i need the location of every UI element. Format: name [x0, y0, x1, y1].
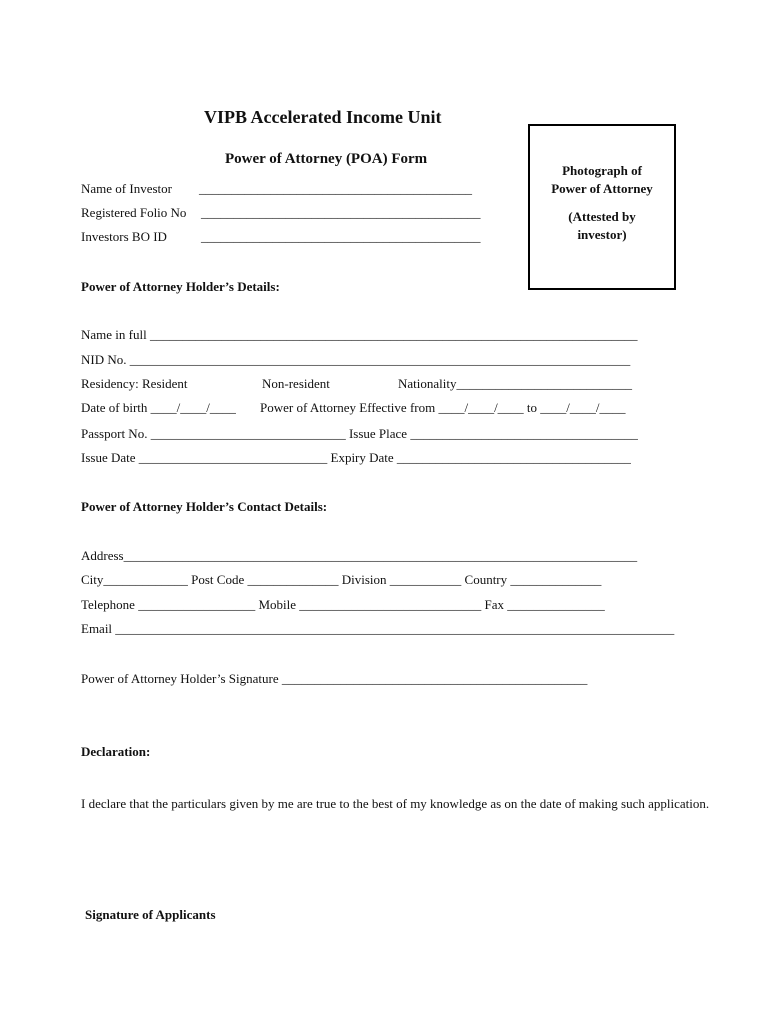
photo-attest-line2: investor): [577, 227, 627, 242]
city-row[interactable]: City_____________ Post Code ______________ Division ___________ Country ______________: [81, 572, 602, 587]
poa-effective-field[interactable]: Power of Attorney Effective from ____/____/____ to ____/____/____: [260, 400, 626, 415]
contact-details-heading: Power of Attorney Holder’s Contact Details:: [81, 499, 328, 514]
photo-label-line2: Power of Attorney: [551, 181, 653, 196]
form-subtitle: Power of Attorney (POA) Form: [225, 151, 428, 167]
passport-field[interactable]: Passport No. ______________________________ Issue Place ___________________________________: [81, 426, 638, 441]
form-title: VIPB Accelerated Income Unit: [204, 107, 442, 127]
nid-field[interactable]: NID No. _____________________________________________________________________________: [81, 352, 631, 367]
nationality-field[interactable]: Nationality___________________________: [398, 376, 632, 391]
declaration-heading: Declaration:: [81, 744, 151, 759]
bo-id-field[interactable]: ___________________________________________: [201, 229, 481, 244]
folio-label: Registered Folio No: [81, 205, 187, 220]
signature-of-applicants-label: Signature of Applicants: [85, 907, 216, 922]
issue-date-field[interactable]: Issue Date _____________________________ Expiry Date ____________________________________: [81, 450, 631, 465]
photograph-box: [528, 124, 676, 290]
photo-attest-line1: (Attested by: [568, 209, 636, 224]
telephone-row[interactable]: Telephone __________________ Mobile ____________________________ Fax _______________: [81, 597, 605, 612]
name-of-investor-field[interactable]: __________________________________________: [199, 181, 472, 196]
name-in-full-field[interactable]: Name in full ___________________________________________________________________________: [81, 327, 638, 342]
date-of-birth-field[interactable]: Date of birth ____/____/____: [81, 400, 236, 415]
declaration-text: I declare that the particulars given by me are true to the best of my knowledge as on the date of making such application.: [81, 796, 710, 811]
folio-field[interactable]: ___________________________________________: [201, 205, 481, 220]
bo-id-label: Investors BO ID: [81, 229, 167, 244]
photo-label-line1: Photograph of: [562, 163, 642, 178]
holder-details-heading: Power of Attorney Holder’s Details:: [81, 279, 280, 294]
residency-resident-option[interactable]: Residency: Resident: [81, 376, 188, 391]
name-of-investor-label: Name of Investor: [81, 181, 172, 196]
address-field[interactable]: Address_______________________________________________________________________________: [81, 548, 638, 563]
residency-nonresident-option[interactable]: Non-resident: [262, 376, 330, 391]
holder-signature-field[interactable]: Power of Attorney Holder’s Signature _______________________________________________: [81, 671, 588, 686]
email-field[interactable]: Email ______________________________________________________________________________________: [81, 621, 675, 636]
